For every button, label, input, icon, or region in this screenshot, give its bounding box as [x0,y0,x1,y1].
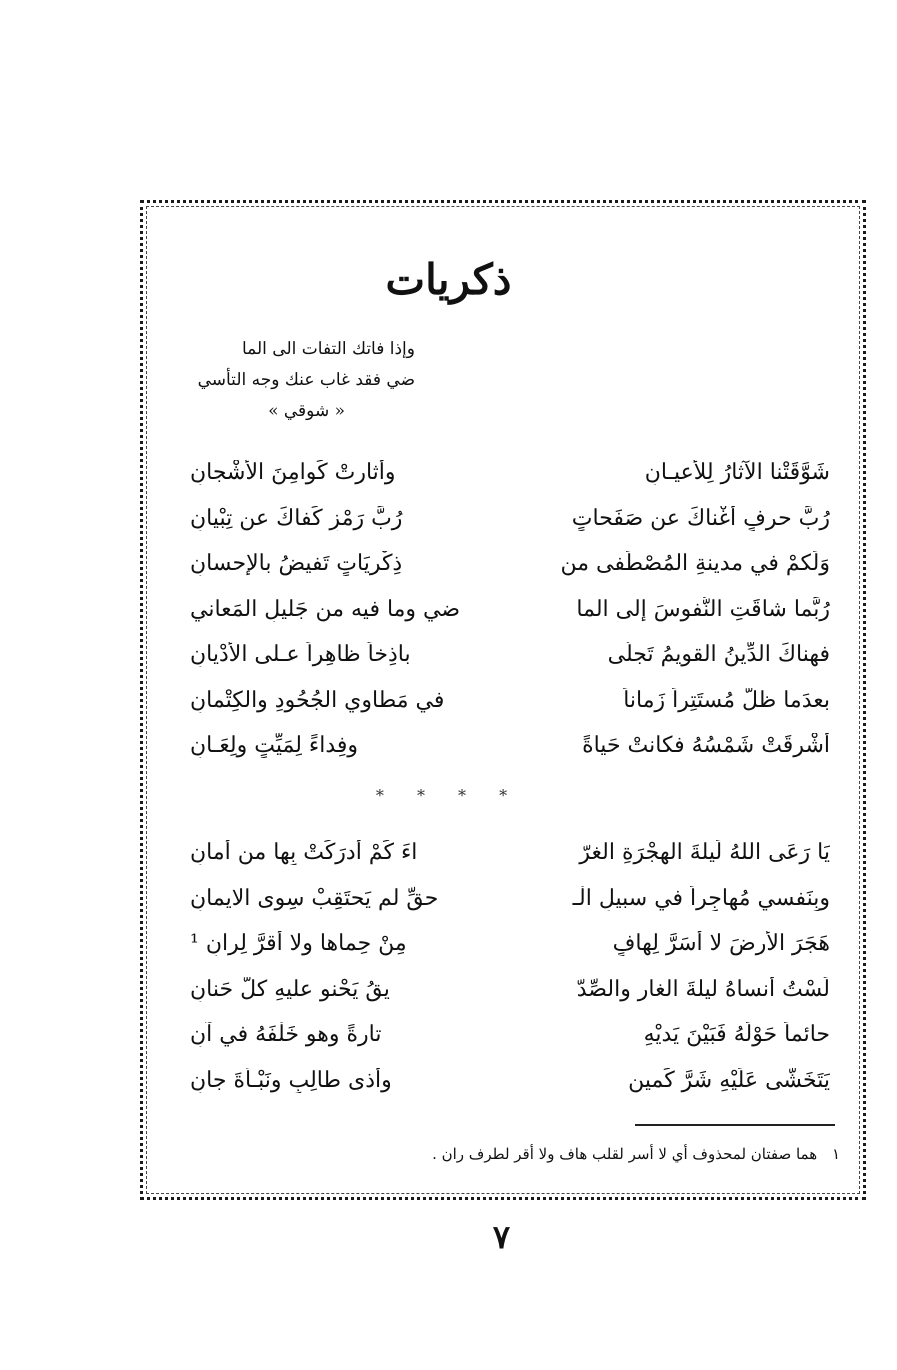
footnote [340,1145,840,1163]
verse-second-hemistich: اءَ كَمْ أدرَكَتْ بِها من أمانِ [190,840,418,866]
epigraph-attribution: « شوقي » [268,401,345,421]
verse [190,496,830,542]
verse-first-hemistich: لَسْتُ أنساهُ ليلةَ الغارِ والصِّدّ [576,976,830,1002]
page-number: ٧ [492,1218,511,1256]
verse [190,830,830,876]
verse [190,632,830,678]
verse-first-hemistich: حائماً حَوْلَهُ فَبَيْنَ يَديْهِ [643,1022,830,1048]
verse-second-hemistich: تارةً وهو خَلْفَهُ في آنِ [190,1022,382,1048]
verse [190,450,830,496]
verse-first-hemistich: رُبَّما شاقَتِ النُّفوسَ إلى الما [576,596,830,622]
verse [190,921,830,967]
verse [190,678,830,724]
verse-first-hemistich: وَلَكمْ في مدينةِ المُصْطَفى من [560,551,830,577]
verse [190,876,830,922]
verse-first-hemistich: بعدَما ظلَّ مُستَتِراً زَماناً [623,687,830,713]
footnote-text: هما صفتان لمحذوف أي لا أسر لقلب هاف ولا أقر لطرف ران . [432,1145,818,1163]
verse-first-hemistich: هَجَرَ الأرضَ لا أسَرَّ لِهافٍ [612,931,830,957]
stanza-separator: * * * * [375,786,522,805]
epigraph [170,334,415,427]
verse [190,541,830,587]
verse-first-hemistich: يَتَخَشّى عَلَيْهِ شَرَّ كَمينٍ [628,1067,830,1093]
verse-second-hemistich: رُبَّ رَمْزٍ كَفاكَ عن تِبْيانِ [190,505,403,531]
verse-first-hemistich: أشْرقَتْ شَمْسُهُ فكانتْ حَياةً [582,733,830,759]
verse [190,587,830,633]
verse-second-hemistich: مِنْ حِماها ولا أقرَّ لِرانِ ¹ [190,931,407,957]
verse-first-hemistich: شَوَّقَتْنا الآثارُ لِلأعيـانِ [644,460,830,486]
verse-first-hemistich: فهناكَ الدِّينُ القويمُ تَجلّى [607,642,830,668]
stanza-2 [190,830,830,1103]
footnote-number: ١ [831,1145,840,1163]
verse [190,1012,830,1058]
verse [190,967,830,1013]
stanza-1 [190,450,830,769]
verse-first-hemistich: يَا رَعَى اللهُ لَيلةَ الهِجْرَةِ الغرّ [579,840,830,866]
verse-first-hemistich: وبِنَفسي مُهاجِراً في سبيلِ الْـ [572,885,830,911]
verse-second-hemistich: وأذى طالِبٍ ونَبْـأةَ جانِ [190,1067,392,1093]
verse [190,723,830,769]
epigraph-line-1: وإذا فاتك التفات الى الما [241,339,415,359]
verse [190,1058,830,1104]
verse-second-hemistich: وفِداءً لِمَيِّتٍ ولِعَـانِ [190,733,359,759]
verse-second-hemistich: باذِخاً ظاهِراً عـلى الأدْيانِ [190,642,411,668]
epigraph-line-2: ضي فقد غاب عنك وجه التأسي [197,370,415,390]
verse-second-hemistich: يقُ يَحْنو عليهِ كلَّ حَنانِ [190,976,390,1002]
verse-second-hemistich: في مَطاوي الجُحُودِ والكِتْمانِ [190,687,445,713]
verse-second-hemistich: ذِكْريَاتٍ تَفيضُ بالإحسانِ [190,551,403,577]
verse-second-hemistich: وأثارتْ كَوامِنَ الأشْجانِ [190,460,396,486]
verse-first-hemistich: رُبَّ حرفٍ أغْناكَ عن صَفَحاتٍ [571,505,830,531]
poem-title: ذكريات [385,255,512,304]
verse-second-hemistich: ضي وما فيه من جَليلِ المَعاني [190,596,461,622]
verse-second-hemistich: حقِّ لم يَحتَقِبْ سِوى الايمانِ [190,885,439,911]
footnote-divider [635,1124,835,1126]
